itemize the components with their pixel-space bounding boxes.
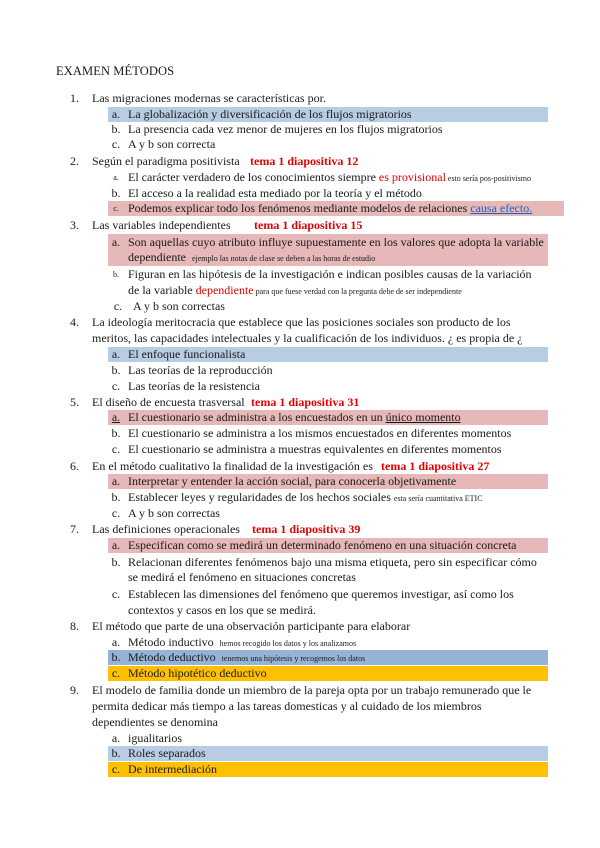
question-text: Según el paradigma positivista (92, 154, 240, 168)
question-number: 1. (70, 91, 79, 105)
link-causa-efecto[interactable]: causa efecto. (470, 201, 533, 215)
question-text: En el método cualitativo la finalidad de la investigación es (92, 459, 373, 473)
slide-reference: tema 1 diapositiva 27 (381, 459, 490, 473)
question-text: El método que parte de una observación participante para elaborar (92, 619, 411, 633)
question-text: Las migraciones modernas se características por. (92, 91, 326, 105)
question-text: El modelo de familia donde un miembro de la pareja opta por un trabajo remunerado que le (92, 683, 532, 697)
question-text: El diseño de encuesta trasversal (92, 395, 245, 409)
slide-reference: tema 1 diapositiva 12 (250, 154, 359, 168)
slide-reference: tema 1 diapositiva 15 (254, 218, 363, 232)
annotation-note: hemos recogido los datos y los analizamos (219, 639, 357, 648)
slide-reference: tema 1 diapositiva 39 (252, 522, 361, 536)
annotation-note: para que fuese verdad con la pregunta debe de ser independiente (253, 287, 462, 296)
question-text: Las definiciones operacionales (92, 522, 240, 536)
annotation-note: esta sería cuantitativa ETIC (393, 494, 483, 503)
slide-reference: tema 1 diapositiva 31 (251, 395, 360, 409)
annotation-note: ejemplo las notas de clase se deben a las horas de estudio (191, 254, 376, 263)
page-title: EXAMEN MÉTODOS (56, 64, 175, 78)
question-text: La ideología meritocracia que establece que las posiciones sociales son producto de los (92, 315, 511, 329)
annotation-note: tenemos una hipótesis y recogemos los datos (221, 654, 366, 663)
annotation-note: esto sería pos-positivismo (445, 174, 532, 183)
document-page: EXAMEN MÉTODOS 1. Las migraciones modernas se características por. a. La globalización y diversificación de los flujos migratorios b. La presencia cada vez menor de mujeres en los flujos migratorios c. A y b son correcta 2. Según el paradigma positivista tema 1 diapositiva 12 a. El carácter verdadero de los conocimientos siempre es provisional esto sería pos-positivismo b. El acceso a la realidad esta mediado por la teoría y el método c. Podemos explicar todo los fenómenos mediante modelos de relaciones causa efecto. 3. Las variables independientes tema 1 diapositiva 15 a. Son aquellas cuyo atributo influye supuestamente en los valores que adopta la variable dependiente ejemplo las notas de clase se deben a las horas de estudio b. Figuran en las hipótesis de la investigación e indican posibles causas de la variación de la variable dependiente para que fuese verdad con la pregunta debe de ser independiente c. A y b son correctas 4. La ideología meritocracia que establece que las posiciones sociales son producto de los meritos, las capacidades intelectuales y la cualificación de los individuos. ¿ es propia de ¿ a. El enfoque funcionalista b. Las teorías de la reproducción c. Las teorías de la resistencia 5. El diseño de encuesta trasversal tema 1 diapositiva 31 a. El cuestionario se administra a los encuestados en un único momento b. El cuestionario se administra a los mismos encuestados en diferentes momentos c. El cuestionario se administra a muestras equivalentes en diferentes momentos 6. En el método cualitativo la finalidad de la investigación es tema 1 diapositiva 27 a. Interpretar y entender la acción social, para conocerla objetivamente b. Establecer leyes y regularidades de los hechos sociales esta sería cuantitativa ETIC c. A y b son correctas 7. Las definiciones operacionales tema 1 diapositiva 39 a. Especifican como se medirá un determinado fenómeno en una situación concreta b. Relacionan diferentes fenómenos bajo una misma etiqueta, pero sin especificar cómo se medirá el fenómeno en situaciones concretas c. Establecen las dimensiones del fenómeno que queremos investigar, así como los contextos y casos en los que se medirá. 8. El método que parte de una observación participante para elaborar a. Método inductivo hemos recogido los datos y los analizamos b. Método deductivo tenemos una hipótesis y recogemos los datos c. Método hipotético deductivo 9. El modelo de familia donde un miembro de la pareja opta por un trabajo remunerado que le permita dedicar más tiempo a las tareas domesticas y al cuidado de los miembros dependientes se denomina a. igualitarios b. Roles separados c. De intermediación (0, 0, 600, 848)
question-text: Las variables independientes (92, 218, 231, 232)
